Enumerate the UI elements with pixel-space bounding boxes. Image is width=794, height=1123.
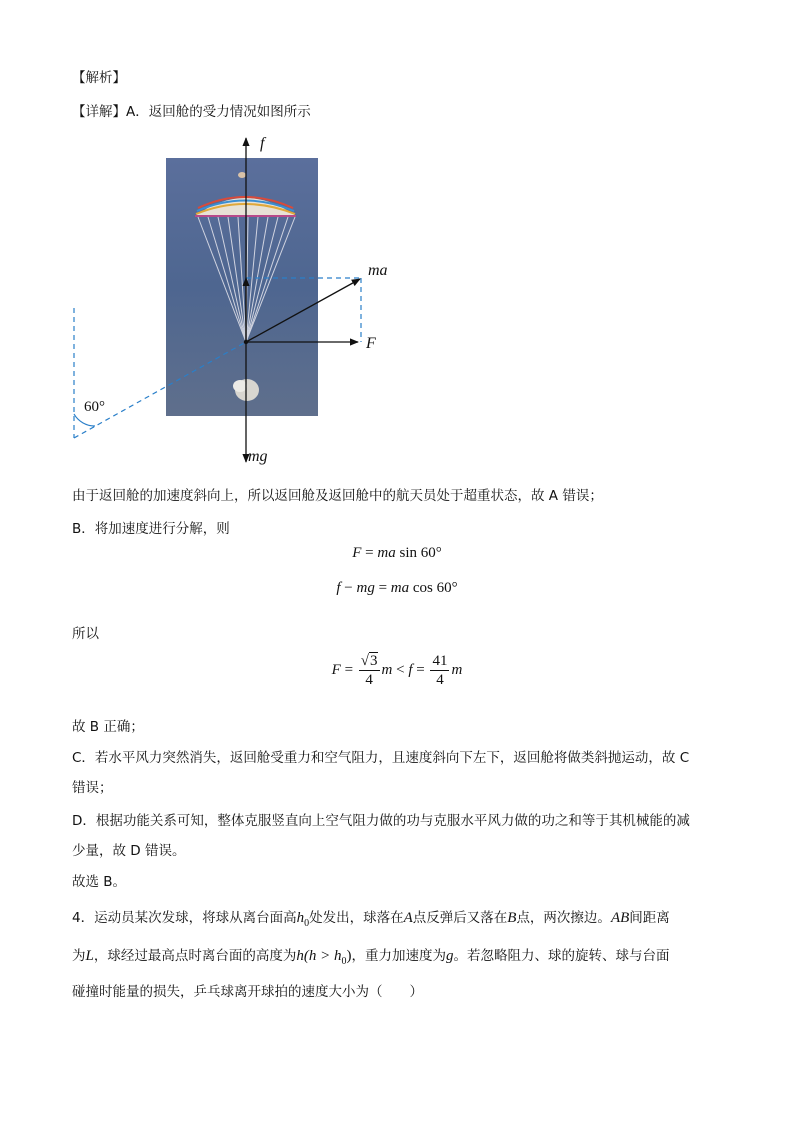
eq3-f: f: [408, 661, 413, 678]
para-b: B．将加速度进行分解，则: [72, 521, 230, 537]
eq3-m2: m: [451, 661, 463, 678]
q4-text-c: 点反弹后又落在: [412, 910, 508, 926]
para-d-line1: D．根据功能关系可知，整体克服竖直向上空气阻力做的功与克服水平风力做的功之和等于其机械能的减: [72, 813, 690, 829]
q4-h0-sub: 0: [304, 918, 310, 929]
eq3-F: F: [331, 661, 341, 678]
analysis-heading: 【解析】: [72, 70, 126, 86]
frac1-den: 4: [365, 672, 373, 688]
eq1-rhs-var: ma: [377, 545, 396, 561]
frac2-den: 4: [436, 672, 444, 688]
detail-intro: 【详解】A．返回舱的受力情况如图所示: [72, 104, 311, 120]
fraction-1: $\frac{√3}{4}$: [360, 653, 378, 688]
eq1-rhs-fn: sin 60°: [395, 545, 442, 561]
equation-1: [0, 545, 794, 562]
para-d-line2: 少量，故 D 错误。: [72, 843, 186, 859]
q4-text-b: 处发出，球落在: [309, 910, 404, 926]
angle-arc: [74, 414, 95, 426]
eq1-eq: =: [361, 545, 378, 561]
q4-h0: h: [296, 910, 305, 926]
q4-g: g: [445, 948, 454, 964]
force-diagram: [60, 128, 400, 470]
q4-line2: [72, 944, 669, 967]
q4-text-e: 间距离: [629, 910, 670, 926]
so-text: 所以: [72, 626, 99, 642]
equation-2: [0, 580, 794, 597]
eq2-op: −: [340, 580, 357, 596]
frac2-num: 41: [432, 653, 448, 669]
para-c-line1: C．若水平风力突然消失，返回舱受重力和空气阻力，且速度斜向下左下，返回舱将做类斜抛运动，故 C: [72, 750, 690, 766]
label-angle: 60°: [84, 399, 105, 415]
fraction-2: [430, 652, 449, 689]
eq2-lhs: f: [336, 580, 341, 596]
q4-line3: 碰撞时能量的损失，乒乓球离开球拍的速度大小为（ ）: [72, 984, 423, 1000]
b-correct: 故 B 正确；: [72, 719, 144, 735]
q4-cond: (h > h: [303, 948, 342, 964]
q4-text-f: 为: [72, 948, 86, 964]
q4-L: L: [85, 948, 94, 964]
q4-text-d: 点，两次擦边。: [516, 910, 611, 926]
q4-text-i: 。若忽略阻力、球的旋转、球与台面: [453, 948, 670, 964]
eq2-lhs2: mg: [356, 580, 375, 596]
eq2-rhs-var: ma: [390, 580, 410, 596]
frac1-num: 3: [370, 653, 378, 669]
label-ma: ma: [368, 262, 388, 279]
q4-AB: AB: [610, 910, 630, 926]
eq3-m1: m: [381, 661, 393, 678]
q4-text-a: 4．运动员某次发球，将球从离台面高: [72, 910, 297, 926]
equation-3: [0, 652, 794, 689]
q4-text-g: ，球经过最高点时离台面的高度为: [93, 948, 297, 964]
para-a: 由于返回舱的加速度斜向上，所以返回舱及返回舱中的航天员处于超重状态，故 A 错误；: [72, 488, 603, 504]
label-mg: mg: [248, 448, 268, 465]
label-F: F: [366, 335, 376, 352]
eq3-lt: <: [392, 661, 409, 678]
eq2-rhs-fn: cos 60°: [409, 580, 458, 596]
eq3-eq: =: [340, 661, 357, 678]
q4-B: B: [507, 910, 517, 926]
para-c-line2: 错误；: [72, 780, 113, 796]
q4-line1: [72, 906, 670, 929]
q4-h: h: [296, 948, 304, 964]
q4-cond-end: ): [346, 948, 352, 964]
q4-text-h: ，重力加速度为: [351, 948, 446, 964]
label-f: f: [260, 135, 265, 152]
answer-line: 故选 B。: [72, 874, 127, 890]
eq3-eq2: =: [412, 661, 429, 678]
eq2-eq: =: [374, 580, 391, 596]
q4-A: A: [403, 910, 413, 926]
eq1-lhs: F: [352, 545, 362, 561]
q4-cond-sub: 0: [341, 956, 347, 967]
